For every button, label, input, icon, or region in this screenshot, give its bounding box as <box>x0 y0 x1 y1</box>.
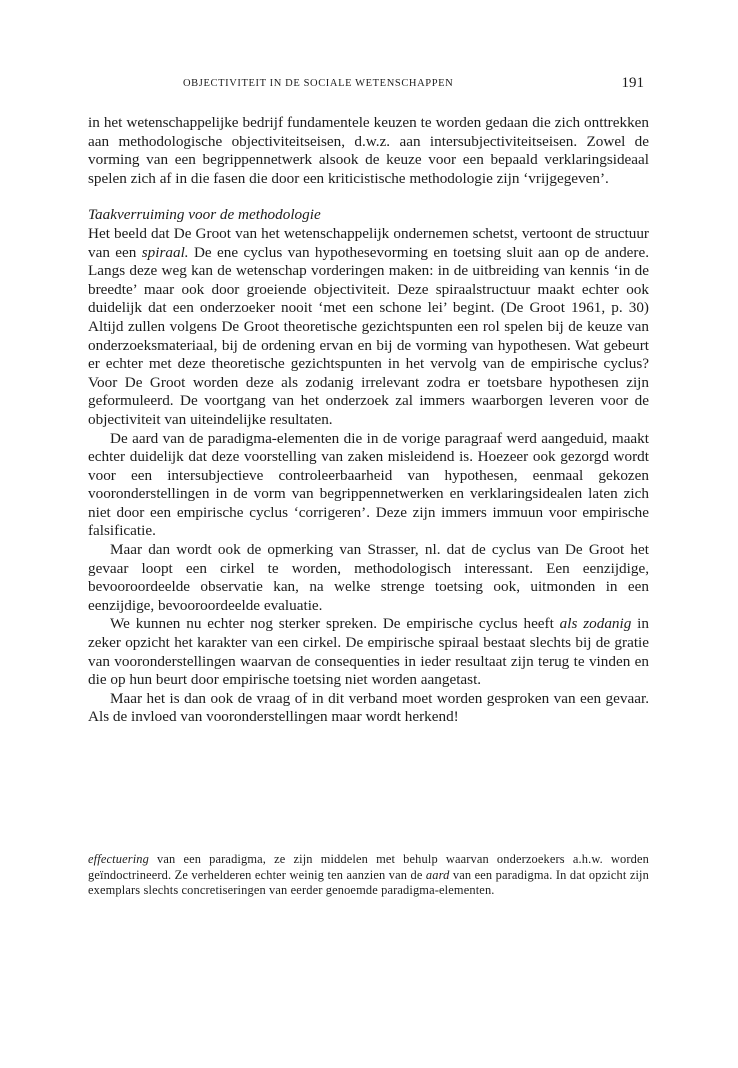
running-title: OBJECTIVITEIT IN DE SOCIALE WETENSCHAPPEN <box>183 78 454 89</box>
footnote-emphasis-effectuering: effectuering <box>88 852 149 866</box>
paragraph-circle-text-a: We kunnen nu echter nog sterker spreken. De empirische cyclus heeft <box>110 615 560 633</box>
paragraph-circle <box>88 615 649 689</box>
footnote-emphasis-aard: aard <box>425 867 450 882</box>
section-heading: Taakverruiming voor de methodologie <box>88 206 321 224</box>
main-text <box>88 114 649 727</box>
paragraph-spiral <box>88 225 649 430</box>
emphasis-als-zodanig: als zodanig <box>559 615 632 633</box>
paragraph-spiral-text-a: Het beeld dat De Groot van het wetenschappelijk ondernemen schetst, vertoont de structuur van een <box>88 224 649 261</box>
page-number: 191 <box>621 75 644 91</box>
emphasis-spiraal: spiraal. <box>141 243 189 261</box>
paragraph-strasser: Maar dan wordt ook de opmerking van Strasser, nl. dat de cyclus van De Groot het gevaar loopt een cirkel te worden, methodologisch interessant. Een eenzijdige, bevooroordeelde observatie kan, na welke strenge toetsing ook, uitmonden in een eenzijdige, bevooroordeelde evaluatie. <box>88 541 649 614</box>
footnote-paragraph <box>88 852 649 899</box>
paragraph-paradigm-elements: De aard van de paradigma-elementen die in de vorige paragraaf werd aangeduid, maakt echter duidelijk dat deze voorstelling van zaken misleidend is. Hoezeer ook gezorgd wordt voor een intersubjectieve controleerbaarheid van hypothesen, eenmaal gekozen vooronderstellingen in de vorm van begrippennetwerken en verklaringsidealen laten zich niet door een empirische cyclus ‘corrigeren’. Deze zijn immers immuun voor empirische falsificatie. <box>88 429 649 540</box>
paragraph-danger: Maar het is dan ook de vraag of in dit verband moet worden gesproken van een gevaar. Als de invloed van vooronderstellingen maar wordt herkend! <box>88 689 649 726</box>
paragraph-circle-text-b: in zeker opzicht het karakter van een cirkel. De empirische spiraal bestaat slechts bij de gratie van vooronderstellingen waarvan de consequenties in ieder resultaat zijn terug te vinden en die op hun beurt door empirische toetsing niet worden aangetast. <box>88 615 649 689</box>
paragraph-spiral-text-b: De ene cyclus van hypothesevorming en toetsing sluit aan op de andere. Langs deze weg kan de wetenschap vorderingen maken: in de uitbreiding van kennis ‘in de breedte’ maar ook door groeiende objectiviteit. Deze spiraalstructuur maakt echter ook duidelijk dat een onderzoeker nooit ‘met een schone lei’ begint. (De Groot 1961, p. 30) Altijd zullen volgens De Groot theoretische gezichtspunten een rol spelen bij de keuze van onderzoeksmateriaal, bij de ordening ervan en bij de vorming van hypothesen. Wat gebeurt er echter met deze theoretische gezichtspunten in het vervolg van de empirische cyclus? Voor De Groot worden deze als zodanig irrelevant zodra er toetsbare hypothesen zijn geformuleerd. De voortgang van het onderzoek zal immers waarborgen leveren voor de objectiviteit van uiteindelijke resultaten. <box>88 243 649 428</box>
paragraph-continuation: in het wetenschappelijke bedrijf fundamentele keuzen te worden gedaan die zich onttrekken aan methodologische objectiviteitseisen, d.w.z. aan intersubjectiviteitseisen. Zowel de vorming van een begrippennetwerk alsook de keuze voor een bepaald verklaringsideaal spelen zich af in die fasen die door een kriticistische methodologie zijn ‘vrijgegeven’. <box>88 114 649 187</box>
footnote-text-b: van een paradigma. In dat opzicht zijn exemplars slechts concretiseringen van eerder genoemde paradigma-elementen. <box>88 867 649 898</box>
footnote <box>88 852 649 899</box>
footnote-text-a: van een paradigma, ze zijn middelen met behulp waarvan onderzoekers a.h.w. worden geïndoctrineerd. Ze verhelderen echter weinig ten aanzien van de <box>88 852 649 882</box>
running-header <box>88 75 648 96</box>
